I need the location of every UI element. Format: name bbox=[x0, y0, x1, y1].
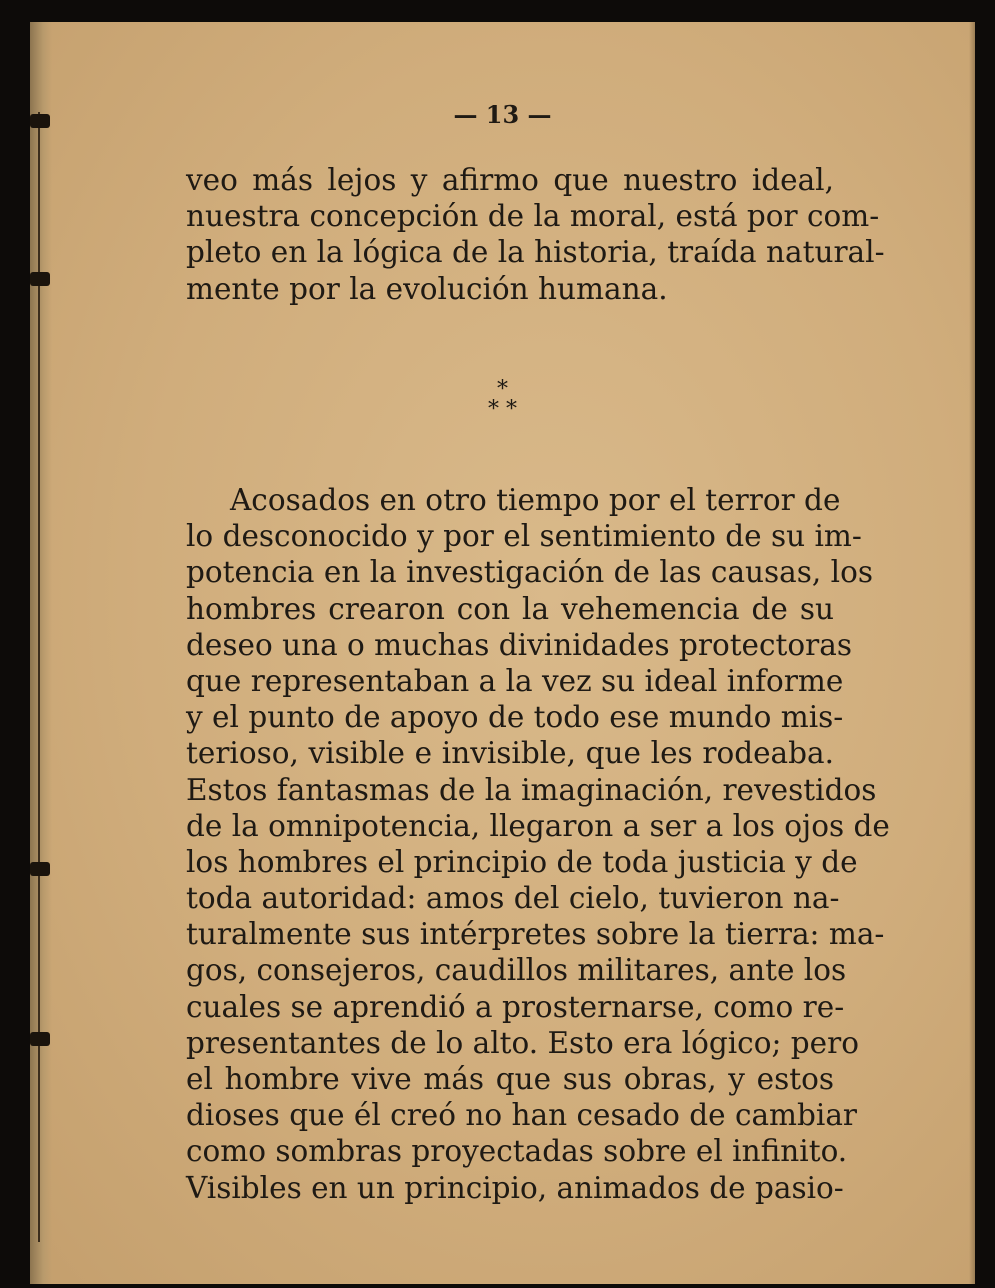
page-edge bbox=[969, 22, 975, 1284]
text-line: toda autoridad: amos del cielo, tuvieron na- bbox=[186, 881, 840, 916]
text-line: hombres crearon con la vehemencia de su bbox=[186, 591, 834, 626]
text-line: Acosados en otro tiempo por el terror de bbox=[230, 483, 841, 517]
text-line: deseo una o muchas divinidades protectoras bbox=[186, 627, 852, 662]
text-line: de la omnipotencia, llegaron a ser a los ojos de bbox=[186, 808, 890, 843]
text-line: terioso, visible e invisible, que les rodeaba. bbox=[186, 736, 834, 771]
text-line: dioses que él creó no han cesado de cambiar bbox=[186, 1098, 858, 1133]
asterism-top: * bbox=[497, 377, 508, 402]
page-number: — 13 — bbox=[453, 100, 552, 129]
text-line: turalmente sus intérpretes sobre la tierra: ma- bbox=[186, 917, 885, 952]
text-line: cuales se aprendió a prosternarse, como re- bbox=[186, 989, 845, 1024]
text-line: pleto en la lógica de la historia, traída natural- bbox=[186, 235, 885, 270]
book-page bbox=[30, 22, 975, 1284]
text-line: como sombras proyectadas sobre el infinito. bbox=[186, 1134, 848, 1169]
text-line: gos, consejeros, caudillos militares, ante los bbox=[186, 953, 847, 988]
text-line: Visibles en un principio, animados de pasio- bbox=[186, 1170, 844, 1205]
text-line: Estos fantasmas de la imaginación, revestidos bbox=[186, 772, 877, 807]
text-line: que representaban a la vez su ideal informe bbox=[186, 663, 844, 698]
text-line: mente por la evolución humana. bbox=[186, 271, 668, 306]
text-line: el hombre vive más que sus obras, y estos bbox=[186, 1062, 834, 1096]
text-line: nuestra concepción de la moral, está por com- bbox=[186, 199, 880, 234]
paragraph-2 bbox=[186, 482, 890, 1206]
binding-stitch bbox=[30, 1032, 50, 1046]
asterism-separator bbox=[30, 377, 975, 422]
binding-stitch bbox=[30, 272, 50, 286]
text-line: los hombres el principio de toda justicia y de bbox=[186, 844, 858, 879]
text-line: potencia en la investigación de las causas, los bbox=[186, 555, 873, 590]
text-line: y el punto de apoyo de todo ese mundo mis- bbox=[186, 700, 844, 735]
text-line: lo desconocido y por el sentimiento de su im- bbox=[186, 519, 862, 554]
text-line: veo más lejos y afirmo que nuestro ideal, bbox=[186, 163, 834, 197]
paragraph-1 bbox=[186, 162, 885, 307]
binding-stitch bbox=[30, 862, 50, 876]
asterism-bottom: * * bbox=[488, 397, 517, 422]
text-line: presentantes de lo alto. Esto era lógico; pero bbox=[186, 1025, 859, 1060]
page-binding bbox=[30, 22, 52, 1284]
